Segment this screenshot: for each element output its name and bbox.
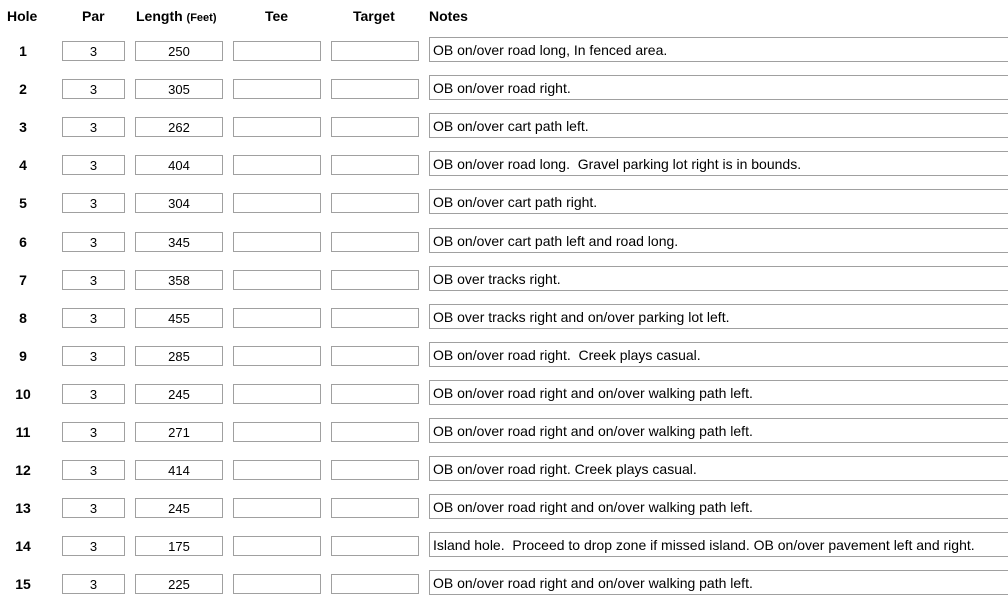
par-field[interactable] xyxy=(62,270,125,290)
par-field[interactable] xyxy=(62,384,125,404)
hole-row xyxy=(0,145,1008,183)
header-par: Par xyxy=(82,8,105,24)
hole-row xyxy=(0,412,1008,450)
notes-field[interactable] xyxy=(429,189,1008,214)
target-field[interactable] xyxy=(331,155,419,175)
length-field[interactable] xyxy=(135,232,223,252)
par-field[interactable] xyxy=(62,536,125,556)
tee-field[interactable] xyxy=(233,346,321,366)
notes-field[interactable] xyxy=(429,570,1008,595)
length-field[interactable] xyxy=(135,79,223,99)
target-field[interactable] xyxy=(331,498,419,518)
hole-row xyxy=(0,526,1008,564)
target-field[interactable] xyxy=(331,574,419,594)
par-field[interactable] xyxy=(62,79,125,99)
tee-field[interactable] xyxy=(233,536,321,556)
hole-number: 15 xyxy=(15,576,31,592)
par-field[interactable] xyxy=(62,193,125,213)
tee-field[interactable] xyxy=(233,155,321,175)
header-target: Target xyxy=(353,8,395,24)
target-field[interactable] xyxy=(331,79,419,99)
hole-row xyxy=(0,488,1008,526)
hole-row xyxy=(0,260,1008,298)
par-field[interactable] xyxy=(62,41,125,61)
length-field[interactable] xyxy=(135,384,223,404)
notes-field[interactable] xyxy=(429,228,1008,253)
notes-field[interactable] xyxy=(429,151,1008,176)
header-length-unit: (Feet) xyxy=(186,12,217,24)
notes-field[interactable] xyxy=(429,532,1008,557)
notes-field[interactable] xyxy=(429,342,1008,367)
hole-row xyxy=(0,450,1008,488)
notes-field[interactable] xyxy=(429,418,1008,443)
target-field[interactable] xyxy=(331,460,419,480)
par-field[interactable] xyxy=(62,460,125,480)
par-field[interactable] xyxy=(62,574,125,594)
target-field[interactable] xyxy=(331,346,419,366)
tee-field[interactable] xyxy=(233,422,321,442)
tee-field[interactable] xyxy=(233,498,321,518)
length-field[interactable] xyxy=(135,155,223,175)
target-field[interactable] xyxy=(331,270,419,290)
header-notes: Notes xyxy=(429,8,468,24)
length-field[interactable] xyxy=(135,460,223,480)
par-field[interactable] xyxy=(62,155,125,175)
tee-field[interactable] xyxy=(233,232,321,252)
par-field[interactable] xyxy=(62,422,125,442)
notes-field[interactable] xyxy=(429,380,1008,405)
hole-row xyxy=(0,69,1008,107)
length-field[interactable] xyxy=(135,193,223,213)
tee-field[interactable] xyxy=(233,574,321,594)
target-field[interactable] xyxy=(331,193,419,213)
hole-number: 10 xyxy=(15,386,31,402)
length-field[interactable] xyxy=(135,270,223,290)
hole-number: 1 xyxy=(19,43,27,59)
length-field[interactable] xyxy=(135,308,223,328)
target-field[interactable] xyxy=(331,308,419,328)
length-field[interactable] xyxy=(135,346,223,366)
header-length xyxy=(136,8,217,24)
target-field[interactable] xyxy=(331,536,419,556)
length-field[interactable] xyxy=(135,117,223,137)
table-header xyxy=(0,0,1008,32)
length-field[interactable] xyxy=(135,41,223,61)
par-field[interactable] xyxy=(62,498,125,518)
target-field[interactable] xyxy=(331,41,419,61)
tee-field[interactable] xyxy=(233,117,321,137)
tee-field[interactable] xyxy=(233,41,321,61)
tee-field[interactable] xyxy=(233,308,321,328)
notes-field[interactable] xyxy=(429,113,1008,138)
par-field[interactable] xyxy=(62,308,125,328)
hole-number: 8 xyxy=(19,310,27,326)
hole-row xyxy=(0,374,1008,412)
notes-field[interactable] xyxy=(429,456,1008,481)
notes-field[interactable] xyxy=(429,304,1008,329)
hole-row xyxy=(0,564,1008,602)
hole-number: 4 xyxy=(19,157,27,173)
notes-field[interactable] xyxy=(429,494,1008,519)
target-field[interactable] xyxy=(331,232,419,252)
hole-number: 5 xyxy=(19,195,27,211)
header-length-label: Length xyxy=(136,8,183,24)
hole-number: 14 xyxy=(15,538,31,554)
notes-field[interactable] xyxy=(429,266,1008,291)
hole-number: 7 xyxy=(19,272,27,288)
length-field[interactable] xyxy=(135,422,223,442)
hole-number: 6 xyxy=(19,234,27,250)
tee-field[interactable] xyxy=(233,79,321,99)
tee-field[interactable] xyxy=(233,460,321,480)
target-field[interactable] xyxy=(331,384,419,404)
hole-number: 2 xyxy=(19,81,27,97)
tee-field[interactable] xyxy=(233,384,321,404)
tee-field[interactable] xyxy=(233,270,321,290)
length-field[interactable] xyxy=(135,574,223,594)
hole-number: 3 xyxy=(19,119,27,135)
notes-field[interactable] xyxy=(429,37,1008,62)
par-field[interactable] xyxy=(62,346,125,366)
hole-row xyxy=(0,107,1008,145)
par-field[interactable] xyxy=(62,117,125,137)
hole-row xyxy=(0,31,1008,69)
header-tee: Tee xyxy=(265,8,289,24)
length-field[interactable] xyxy=(135,498,223,518)
hole-row xyxy=(0,336,1008,374)
hole-row xyxy=(0,222,1008,260)
hole-number: 9 xyxy=(19,348,27,364)
hole-number: 11 xyxy=(15,424,31,440)
target-field[interactable] xyxy=(331,422,419,442)
hole-row xyxy=(0,298,1008,336)
target-field[interactable] xyxy=(331,117,419,137)
hole-number: 12 xyxy=(15,462,31,478)
par-field[interactable] xyxy=(62,232,125,252)
notes-field[interactable] xyxy=(429,75,1008,100)
header-hole: Hole xyxy=(7,8,38,24)
hole-row xyxy=(0,183,1008,221)
length-field[interactable] xyxy=(135,536,223,556)
tee-field[interactable] xyxy=(233,193,321,213)
hole-number: 13 xyxy=(15,500,31,516)
